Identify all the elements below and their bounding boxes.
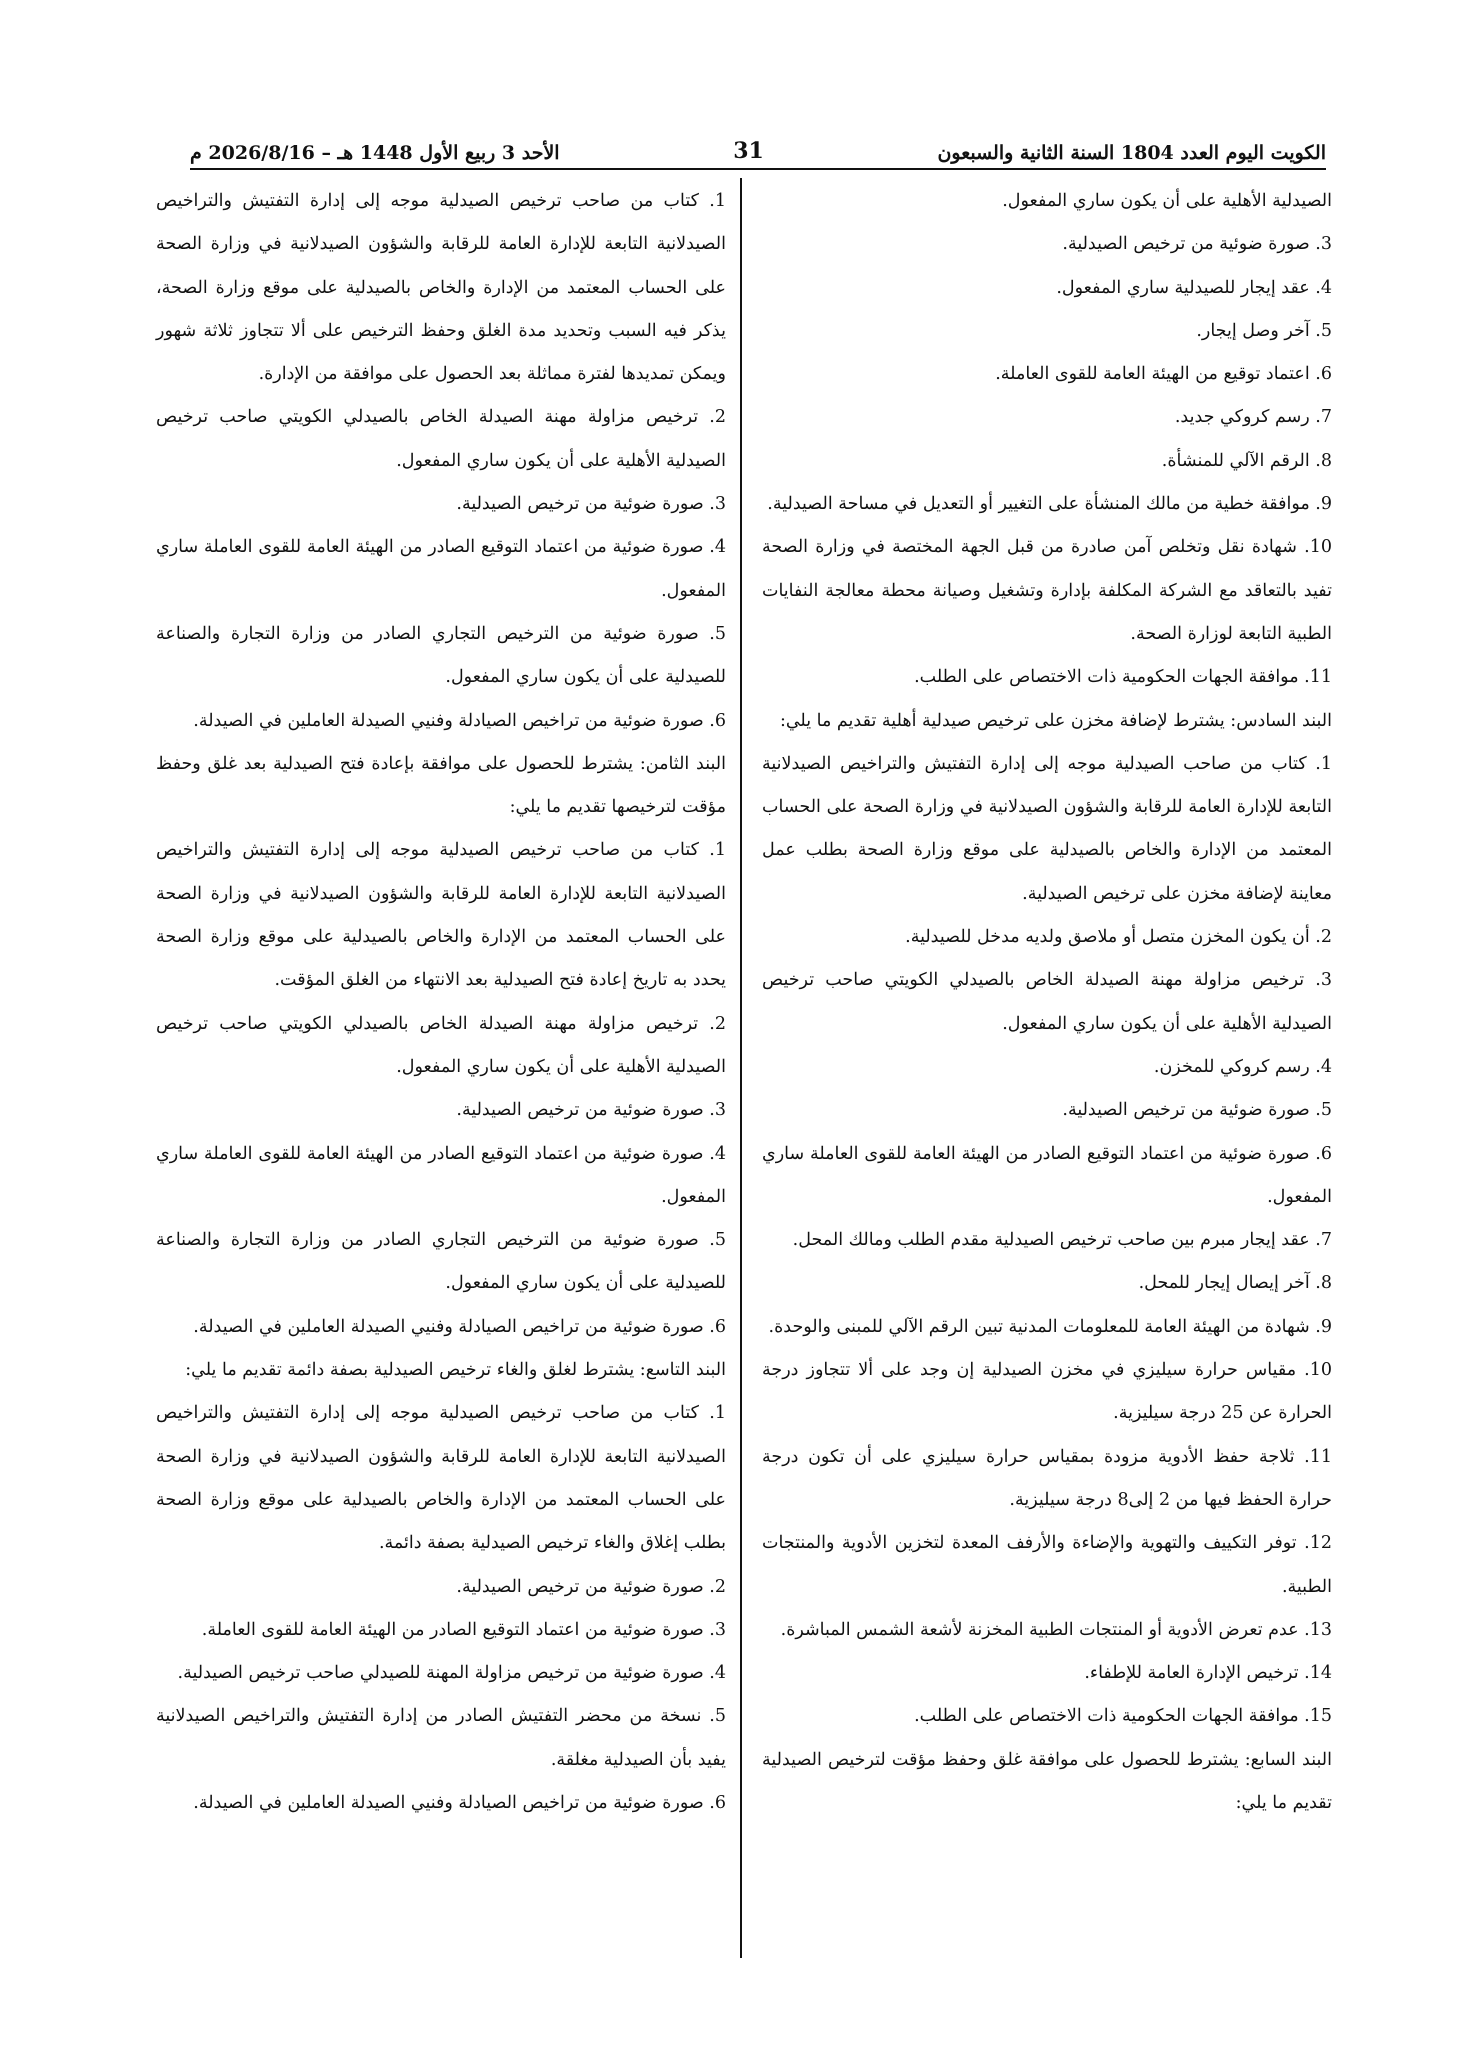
- paragraph: 4. صورة ضوئية من اعتماد التوقيع الصادر من الهيئة العامة للقوى العاملة ساري المفعول.: [156, 1143, 726, 1207]
- paragraph: 6. اعتماد توقيع من الهيئة العامة للقوى العاملة.: [995, 364, 1332, 385]
- paragraph: 1. كتاب من صاحب ترخيص الصيدلية موجه إلى إدارة التفتيش والتراخيص الصيدلانية التابعة للإدارة العامة للرقابة والشؤون الصيدلانية في وزارة الصحة على الحساب المعتمد من الإدارة والخاص بالصيدلية على موقع وزارة الصحة يحدد به تاريخ إعادة فتح الصيدلية بعد الانتهاء من الغلق المؤقت.: [156, 840, 726, 991]
- paragraph: 2. أن يكون المخزن متصل أو ملاصق ولديه مدخل للصيدلية.: [905, 927, 1332, 948]
- paragraph: 2. ترخيص مزاولة مهنة الصيدلة الخاص بالصيدلي الكويتي صاحب ترخيص الصيدلية الأهلية على أن يكون ساري المفعول.: [156, 1013, 726, 1077]
- left-column: [156, 180, 726, 1825]
- paragraph: 5. نسخة من محضر التفتيش الصادر من إدارة التفتيش والتراخيص الصيدلانية يفيد بأن الصيدلية مغلقة.: [156, 1706, 726, 1770]
- paragraph: 4. صورة ضوئية من ترخيص مزاولة المهنة للصيدلي صاحب ترخيص الصيدلية.: [177, 1663, 726, 1684]
- paragraph: 4. رسم كروكي للمخزن.: [1153, 1056, 1332, 1077]
- paragraph: 4. عقد إيجار للصيدلية ساري المفعول.: [1056, 277, 1332, 298]
- paragraph: 1. كتاب من صاحب ترخيص الصيدلية موجه إلى إدارة التفتيش والتراخيص الصيدلانية التابعة للإدارة العامة للرقابة والشؤون الصيدلانية في وزارة الصحة على الحساب المعتمد من الإدارة والخاص بالصيدلية على موقع وزارة الصحة، يذكر فيه السبب وتحديد مدة الغلق وحفظ الترخيص على ألا تتجاوز ثلاثة شهور ويمكن تمديدها لفترة مماثلة بعد الحصول على موافقة من الإدارة.: [156, 191, 726, 385]
- paragraph: 10. شهادة نقل وتخلص آمن صادرة من قبل الجهة المختصة في وزارة الصحة تفيد بالتعاقد مع الشركة المكلفة بإدارة وتشغيل وصيانة محطة معالجة النفايات الطبية التابعة لوزارة الصحة.: [762, 537, 1332, 644]
- paragraph: 2. صورة ضوئية من ترخيص الصيدلية.: [456, 1576, 726, 1597]
- right-column: [762, 180, 1332, 1825]
- paragraph: 8. آخر إيصال إيجار للمحل.: [1138, 1273, 1332, 1294]
- paragraph: البند الثامن: يشترط للحصول على موافقة بإعادة فتح الصيدلية بعد غلق وحفظ مؤقت لترخيصها تقديم ما يلي:: [156, 753, 726, 818]
- page-header: [190, 118, 1326, 170]
- paragraph: 5. صورة ضوئية من الترخيص التجاري الصادر من وزارة التجارة والصناعة للصيدلية على أن يكون ساري المفعول.: [156, 1230, 726, 1294]
- issue-info: الكويت اليوم العدد 1804 السنة الثانية والسبعون: [937, 142, 1326, 164]
- paragraph: 5. آخر وصل إيجار.: [1196, 320, 1332, 341]
- paragraph: 5. صورة ضوئية من الترخيص التجاري الصادر من وزارة التجارة والصناعة للصيدلية على أن يكون ساري المفعول.: [156, 623, 726, 688]
- paragraph: 2. ترخيص مزاولة مهنة الصيدلة الخاص بالصيدلي الكويتي صاحب ترخيص الصيدلية الأهلية على أن يكون ساري المفعول.: [156, 407, 726, 471]
- paragraph: 5. صورة ضوئية من ترخيص الصيدلية.: [1062, 1100, 1332, 1121]
- paragraph: 3. صورة ضوئية من ترخيص الصيدلية.: [456, 494, 726, 515]
- paragraph: 1. كتاب من صاحب الصيدلية موجه إلى إدارة التفتيش والتراخيص الصيدلانية التابعة للإدارة العامة للرقابة والشؤون الصيدلانية في وزارة الصحة على الحساب المعتمد من الإدارة والخاص بالصيدلية على موقع وزارة الصحة بطلب عمل معاينة لإضافة مخزن على ترخيص الصيدلية.: [762, 753, 1332, 904]
- paragraph: 4. صورة ضوئية من اعتماد التوقيع الصادر من الهيئة العامة للقوى العاملة ساري المفعول.: [156, 537, 726, 601]
- paragraph: 6. صورة ضوئية من تراخيص الصيادلة وفنيي الصيدلة العاملين في الصيدلة.: [193, 1792, 726, 1813]
- paragraph: 6. صورة ضوئية من تراخيص الصيادلة وفنيي الصيدلة العاملين في الصيدلة.: [193, 1316, 726, 1337]
- paragraph: 3. صورة ضوئية من ترخيص الصيدلية.: [1062, 234, 1332, 255]
- issue-date: الأحد 3 ربيع الأول 1448 هـ – 2026/8/16 م: [190, 142, 560, 164]
- paragraph: 9. شهادة من الهيئة العامة للمعلومات المدنية تبين الرقم الآلي للمبنى والوحدة.: [768, 1316, 1332, 1337]
- paragraph: البند السابع: يشترط للحصول على موافقة غلق وحفظ مؤقت لترخيص الصيدلية تقديم ما يلي:: [762, 1749, 1332, 1813]
- paragraph: 3. ترخيص مزاولة مهنة الصيدلة الخاص بالصيدلي الكويتي صاحب ترخيص الصيدلية الأهلية على أن يكون ساري المفعول.: [762, 970, 1332, 1034]
- paragraph: الصيدلية الأهلية على أن يكون ساري المفعول.: [1002, 191, 1332, 211]
- paragraph: 3. صورة ضوئية من ترخيص الصيدلية.: [456, 1100, 726, 1121]
- paragraph: 14. ترخيص الإدارة العامة للإطفاء.: [1084, 1663, 1332, 1684]
- paragraph: 8. الرقم الآلي للمنشأة.: [1161, 450, 1332, 471]
- paragraph: 10. مقياس حرارة سيليزي في مخزن الصيدلية إن وجد على ألا تتجاوز درجة الحرارة عن 25 درجة سيليزية.: [762, 1360, 1332, 1424]
- paragraph: 12. توفر التكييف والتهوية والإضاءة والأرفف المعدة لتخزين الأدوية والمنتجات الطبية.: [762, 1533, 1332, 1597]
- paragraph: 11. موافقة الجهات الحكومية ذات الاختصاص على الطلب.: [914, 667, 1332, 688]
- paragraph: 6. صورة ضوئية من تراخيص الصيادلة وفنيي الصيدلة العاملين في الصيدلة.: [193, 710, 726, 731]
- paragraph: 3. صورة ضوئية من اعتماد التوقيع الصادر من الهيئة العامة للقوى العاملة.: [201, 1619, 726, 1640]
- paragraph: 6. صورة ضوئية من اعتماد التوقيع الصادر من الهيئة العامة للقوى العاملة ساري المفعول.: [762, 1143, 1332, 1207]
- column-divider: [740, 178, 742, 1958]
- paragraph: 11. ثلاجة حفظ الأدوية مزودة بمقياس حرارة سيليزي على أن تكون درجة حرارة الحفظ فيها من 2 إلى8 درجة سيليزية.: [762, 1446, 1332, 1510]
- paragraph: البند السادس: يشترط لإضافة مخزن على ترخيص صيدلية أهلية تقديم ما يلي:: [779, 710, 1332, 731]
- paragraph: 1. كتاب من صاحب ترخيص الصيدلية موجه إلى إدارة التفتيش والتراخيص الصيدلانية التابعة للإدارة العامة للرقابة والشؤون الصيدلانية في وزارة الصحة على الحساب المعتمد من الإدارة والخاص بالصيدلية على موقع وزارة الصحة بطلب إغلاق والغاء ترخيص الصيدلية بصفة دائمة.: [156, 1403, 726, 1554]
- paragraph: 7. عقد إيجار مبرم بين صاحب ترخيص الصيدلية مقدم الطلب ومالك المحل.: [792, 1230, 1332, 1251]
- paragraph: البند التاسع: يشترط لغلق والغاء ترخيص الصيدلية بصفة دائمة تقديم ما يلي:: [185, 1360, 726, 1381]
- paragraph: 9. موافقة خطية من مالك المنشأة على التغيير أو التعديل في مساحة الصيدلية.: [767, 494, 1332, 515]
- paragraph: 7. رسم كروكي جديد.: [1174, 407, 1332, 428]
- page-number: 31: [733, 138, 764, 164]
- paragraph: 13. عدم تعرض الأدوية أو المنتجات الطبية المخزنة لأشعة الشمس المباشرة.: [780, 1619, 1332, 1640]
- paragraph: 15. موافقة الجهات الحكومية ذات الاختصاص على الطلب.: [914, 1706, 1332, 1727]
